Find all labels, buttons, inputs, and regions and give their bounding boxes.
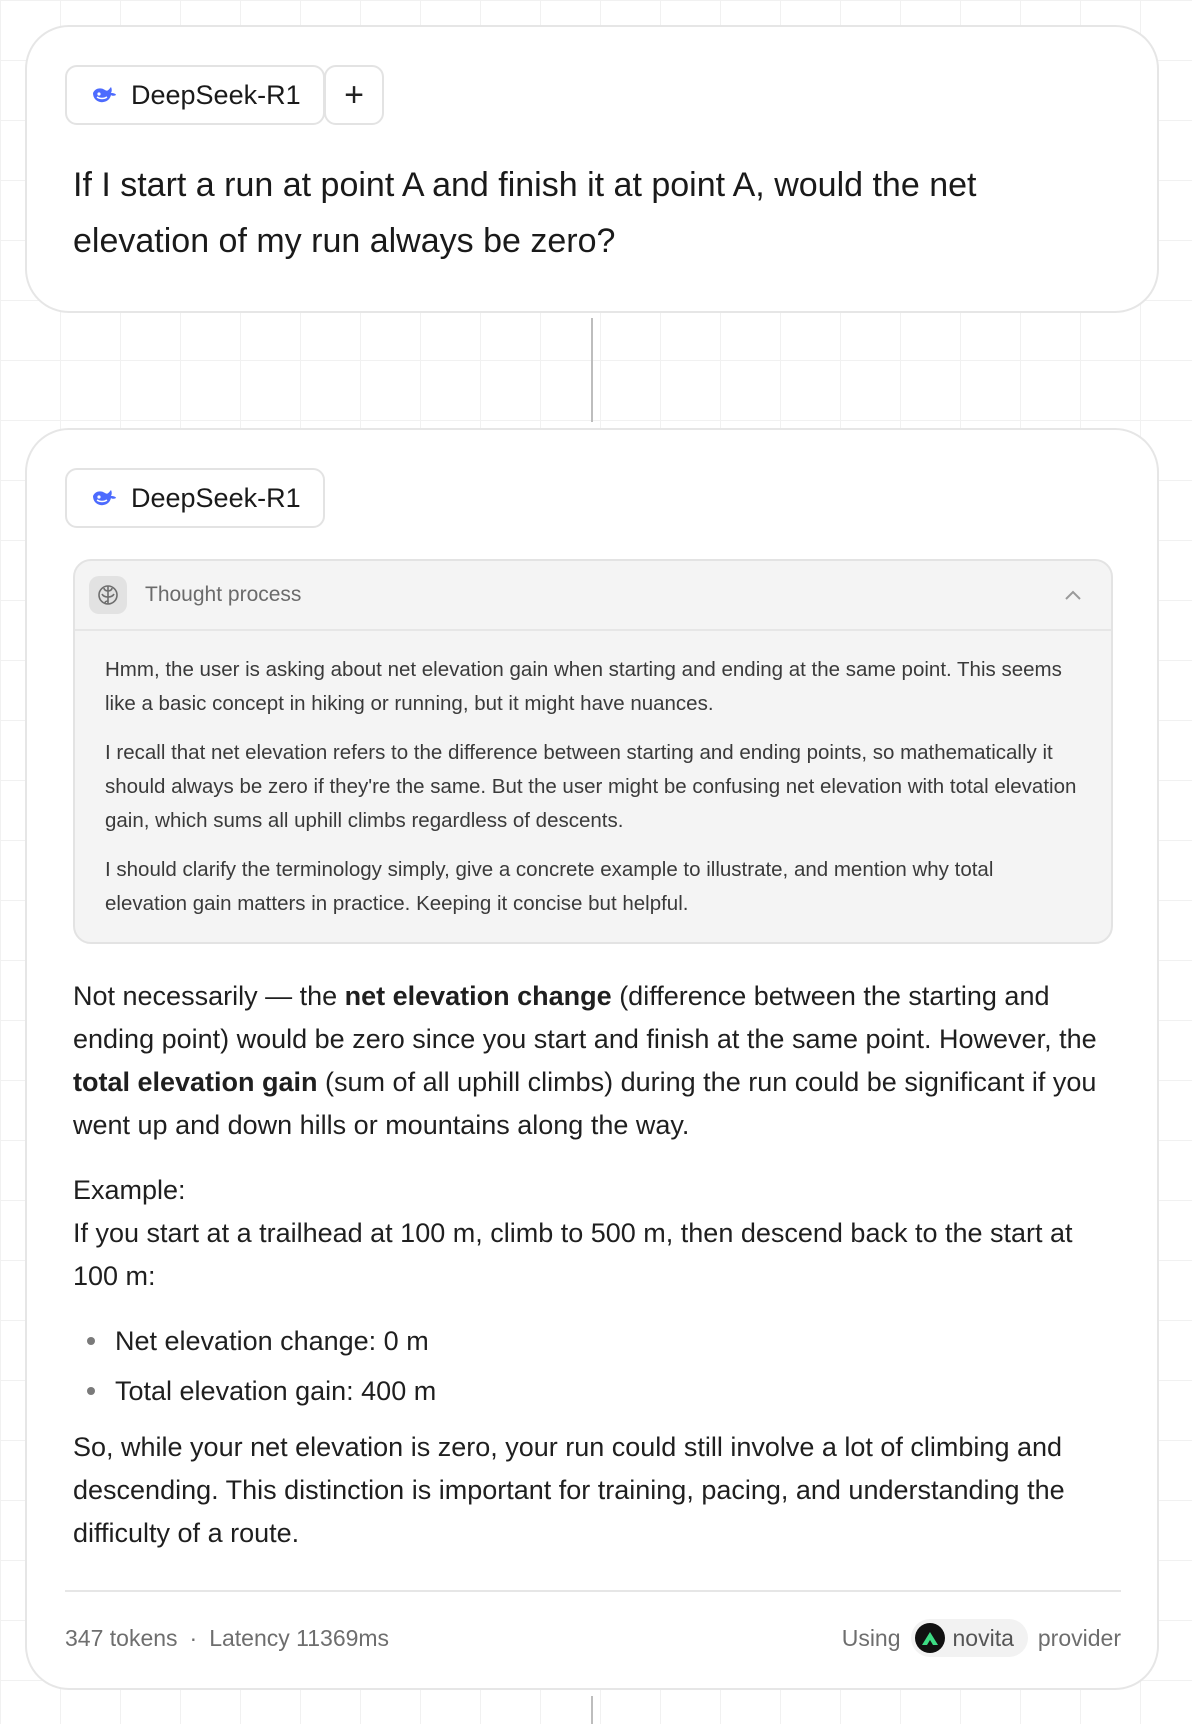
token-count: 347 tokens <box>65 1624 178 1651</box>
provider-suffix: provider <box>1037 1624 1121 1651</box>
footer-separator: · <box>189 1624 198 1651</box>
model-name: DeepSeek-R1 <box>131 482 301 513</box>
footer-divider <box>65 1590 1121 1592</box>
answer-paragraph-1: Not necessarily — the net elevation change (difference between the starting and ending point) would be zero since you start and finish at the same point. However, the total elevation gain (sum of all uphill climbs) during the run could be significant if you went up and down hills or mountains along the way. <box>73 981 1097 1140</box>
provider-info <box>842 1619 1121 1657</box>
provider-name: novita <box>952 1624 1014 1651</box>
model-selector[interactable] <box>65 65 325 125</box>
brain-icon <box>89 576 127 614</box>
thought-paragraph: I should clarify the terminology simply, give a concrete example to illustrate, and mention why total elevation gain matters in practice. Keeping it concise but helpful. <box>105 858 994 915</box>
bold-term-total-gain: total elevation gain <box>73 1067 318 1097</box>
reply-model-chip[interactable] <box>65 468 325 528</box>
reply-card <box>25 428 1159 1690</box>
thought-process-panel <box>73 559 1113 944</box>
latency: Latency 11369ms <box>209 1624 390 1651</box>
prompt-card <box>25 25 1159 313</box>
answer-conclusion: So, while your net elevation is zero, your run could still involve a lot of climbing and descending. This distinction is important for training, pacing, and understanding the difficulty of a route. <box>73 1432 1065 1548</box>
thought-process-title: Thought process <box>145 583 302 606</box>
thought-paragraph: Hmm, the user is asking about net elevation gain when starting and ending at the same point. This seems like a basic concept in hiking or running, but it might have nuances. <box>105 658 1062 715</box>
assistant-answer <box>73 975 1123 1555</box>
plus-icon: + <box>344 75 364 114</box>
thought-process-body <box>75 631 1111 921</box>
novita-logo-icon <box>915 1623 945 1653</box>
example-list <box>73 1316 1123 1416</box>
example-label: Example: <box>73 1175 186 1205</box>
model-name: DeepSeek-R1 <box>131 79 301 110</box>
thread-connector-bottom <box>591 1696 593 1724</box>
using-label: Using <box>841 1624 901 1651</box>
example-text: If you start at a trailhead at 100 m, climb to 500 m, then descend back to the start at 100 m: <box>73 1218 1073 1291</box>
deepseek-whale-icon <box>91 487 117 509</box>
thought-paragraph: I recall that net elevation refers to the difference between starting and ending points, so mathematically it should always be zero if they're the same. But the user might be confusing net elevation with total elevation gain, which sums all uphill climbs regardless of descents. <box>105 741 1077 832</box>
bold-term-net-elevation: net elevation change <box>344 981 612 1011</box>
thought-process-header[interactable] <box>75 561 1111 631</box>
deepseek-whale-icon <box>91 84 117 106</box>
reply-footer <box>65 1616 1121 1660</box>
user-question: If I start a run at point A and finish it at point A, would the net elevation of my run always be zero? <box>73 166 977 260</box>
thread-connector <box>591 318 593 422</box>
add-model-button[interactable] <box>324 65 384 125</box>
list-item: Net elevation change: 0 m <box>73 1316 1123 1366</box>
list-item: Total elevation gain: 400 m <box>73 1366 1123 1416</box>
chevron-up-icon[interactable] <box>1063 589 1083 601</box>
example-block <box>73 1169 1123 1298</box>
provider-badge[interactable] <box>911 1619 1028 1657</box>
